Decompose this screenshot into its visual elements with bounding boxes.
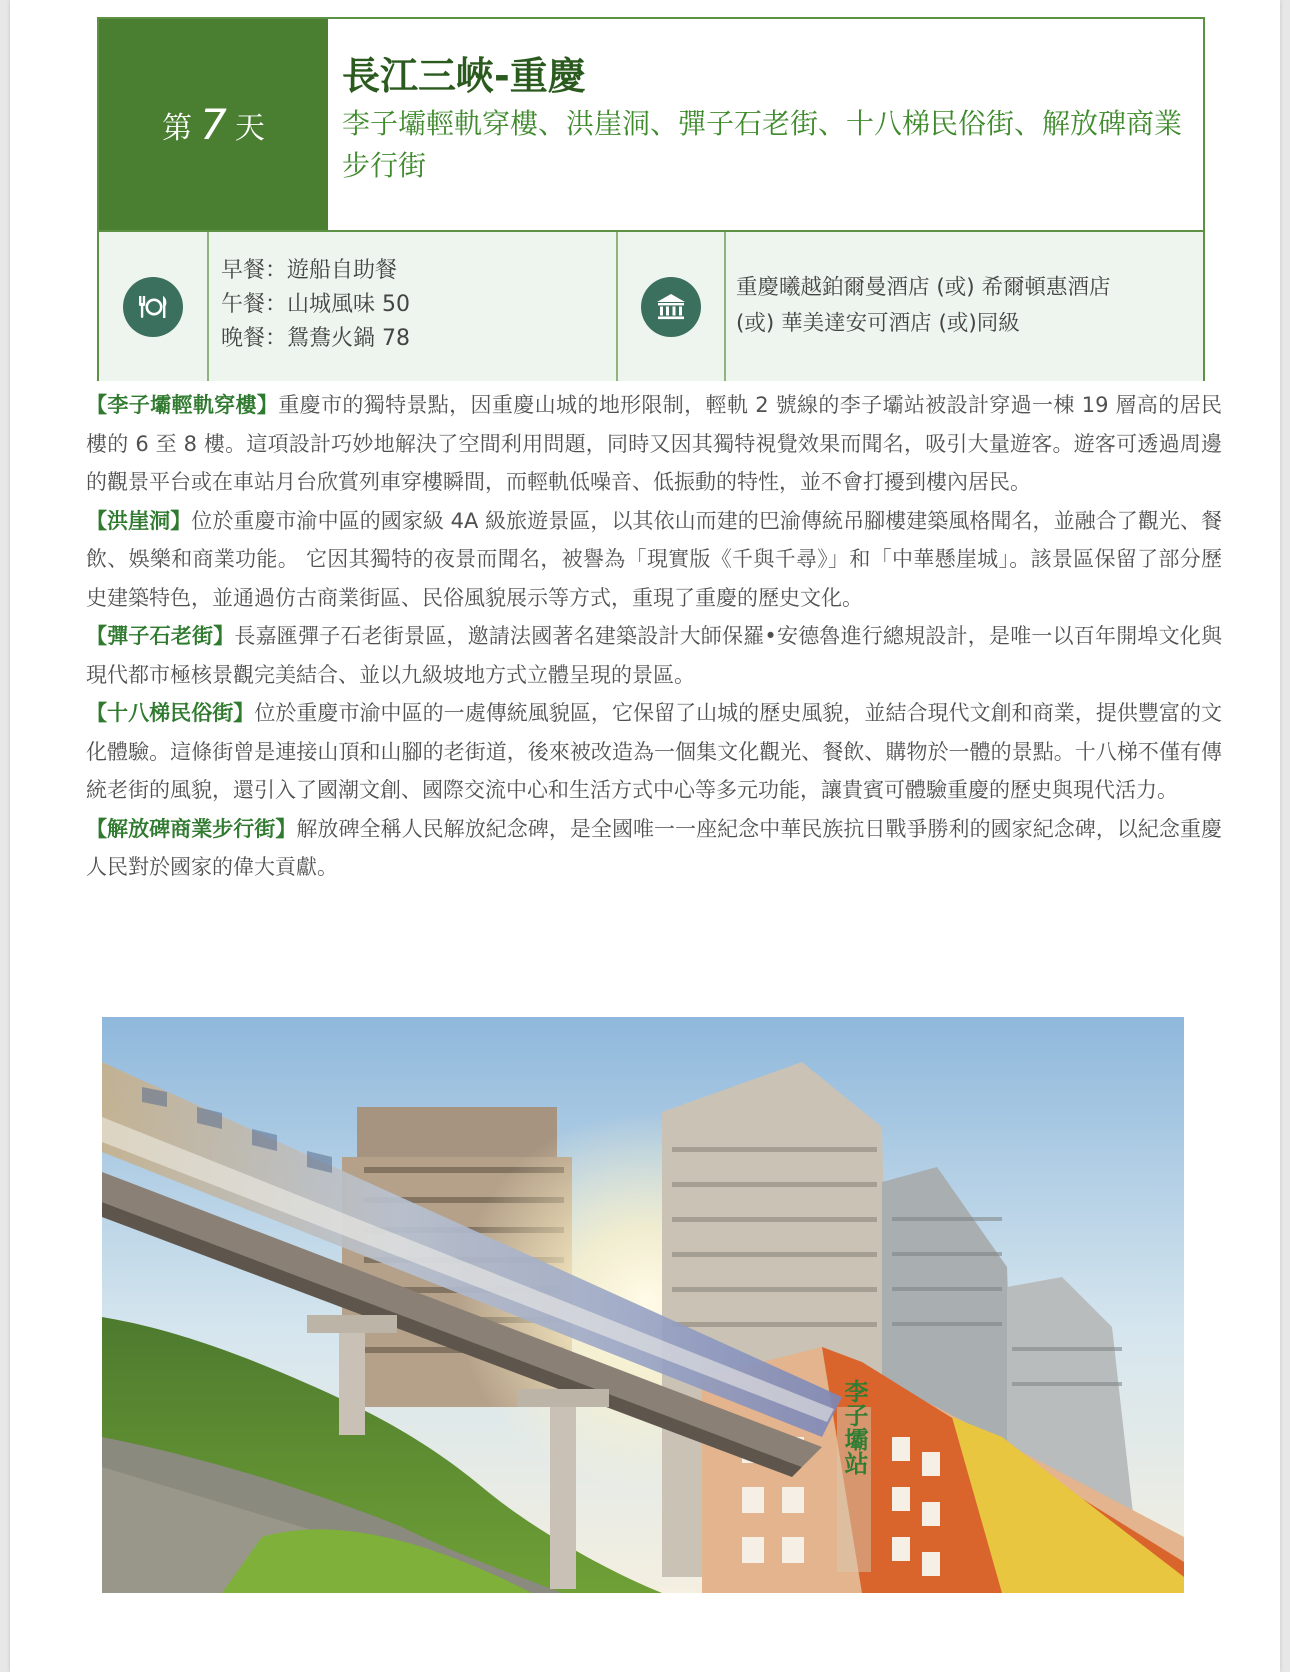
attraction-paragraph [86, 810, 1222, 887]
hotel-building-icon [641, 277, 701, 337]
attraction-text: 長嘉匯彈子石老街景區，邀請法國著名建築設計大師保羅•安德魯進行總規設計，是唯一以百年開埠文化與現代都市極核景觀完美結合、並以九級坡地方式立體呈現的景區。 [86, 624, 1222, 687]
dinner-text: 晚餐：鴛鴦火鍋 78 [221, 326, 410, 351]
attraction-paragraph [86, 386, 1222, 502]
title-block [330, 19, 1203, 230]
attraction-paragraph [86, 694, 1222, 810]
liziba-monorail-photo [102, 1017, 1184, 1593]
attraction-paragraph [86, 502, 1222, 618]
attraction-label: 【十八梯民俗街】 [86, 701, 255, 725]
attraction-text: 位於重慶市渝中區的國家級 4A 級旅遊景區，以其依山而建的巴渝傳統吊腳樓建築風格聞名，並融合了觀光、餐飲、娛樂和商業功能。 它因其獨特的夜景而聞名，被譽為「現實版《千與千尋》」和「中華懸崖城」。該景區保留了部分歷史建築特色，並通過仿古商業街區、民俗風貌展示等方式，重現了重慶的歷史文化。 [86, 508, 1223, 610]
attraction-label: 【彈子石老街】 [86, 624, 235, 648]
day-header-box [97, 17, 1205, 381]
hotel-info [724, 232, 1203, 381]
attraction-paragraph [86, 617, 1222, 694]
attraction-descriptions [86, 386, 1222, 887]
page-title: 長江三峽-重慶 [342, 54, 586, 98]
lunch-text: 午餐：山城風味 50 [221, 292, 410, 317]
hotel-icon-cell [616, 232, 726, 381]
day-suffix: 天 [234, 110, 265, 146]
attraction-label: 【李子壩輕軌穿樓】 [86, 393, 279, 417]
station-sign-text: 李子壩站 [840, 1379, 868, 1475]
breakfast-text: 早餐：遊船自助餐 [221, 258, 398, 283]
itinerary-page [10, 0, 1280, 1672]
day-number: 7 [200, 100, 227, 149]
attraction-text: 位於重慶市渝中區的一處傳統風貌區，它保留了山城的歷史風貌，並結合現代文創和商業，提供豐富的文化體驗。這條街曾是連接山頂和山腳的老街道，後來被改造為一個集文化觀光、餐飲、購物於一體的景點。十八梯不僅有傳統老街的風貌，還引入了國潮文創、國際交流中心和生活方式中心等多元功能，讓貴賓可體驗重慶的歷史與現代活力。 [86, 701, 1223, 802]
meals-list [209, 232, 614, 381]
day-badge [99, 19, 328, 230]
attraction-label: 【解放碑商業步行街】 [86, 816, 297, 841]
hotel-line-2: (或) 華美達安可酒店 (或)同級 [736, 311, 1020, 336]
hotel-line-1: 重慶曦越鉑爾曼酒店 (或) 希爾頓惠酒店 [736, 275, 1111, 300]
route-subtitle: 李子壩輕軌穿樓、洪崖洞、彈子石老街、十八梯民俗街、解放碑商業步行街 [342, 107, 1183, 182]
meal-hotel-row [99, 230, 1203, 381]
dining-icon [123, 277, 183, 337]
day-prefix: 第 [162, 110, 193, 146]
attraction-label: 【洪崖洞】 [86, 508, 192, 533]
attraction-text: 解放碑全稱人民解放紀念碑，是全國唯一一座紀念中華民族抗日戰爭勝利的國家紀念碑，以紀念重慶人民對於國家的偉大貢獻。 [86, 816, 1223, 879]
attraction-text: 重慶市的獨特景點，因重慶山城的地形限制，輕軌 2 號線的李子壩站被設計穿過一棟 19 層高的居民樓的 6 至 8 樓。這項設計巧妙地解決了空間利用問題，同時又因其獨特視覺效果而聞名，吸引大量遊客。遊客可透過周邊的觀景平台或在車站月台欣賞列車穿樓瞬間，而輕軌低噪音、低振動的特性，並不會打擾到樓內居民。 [86, 393, 1223, 494]
meal-icon-cell [99, 232, 209, 381]
